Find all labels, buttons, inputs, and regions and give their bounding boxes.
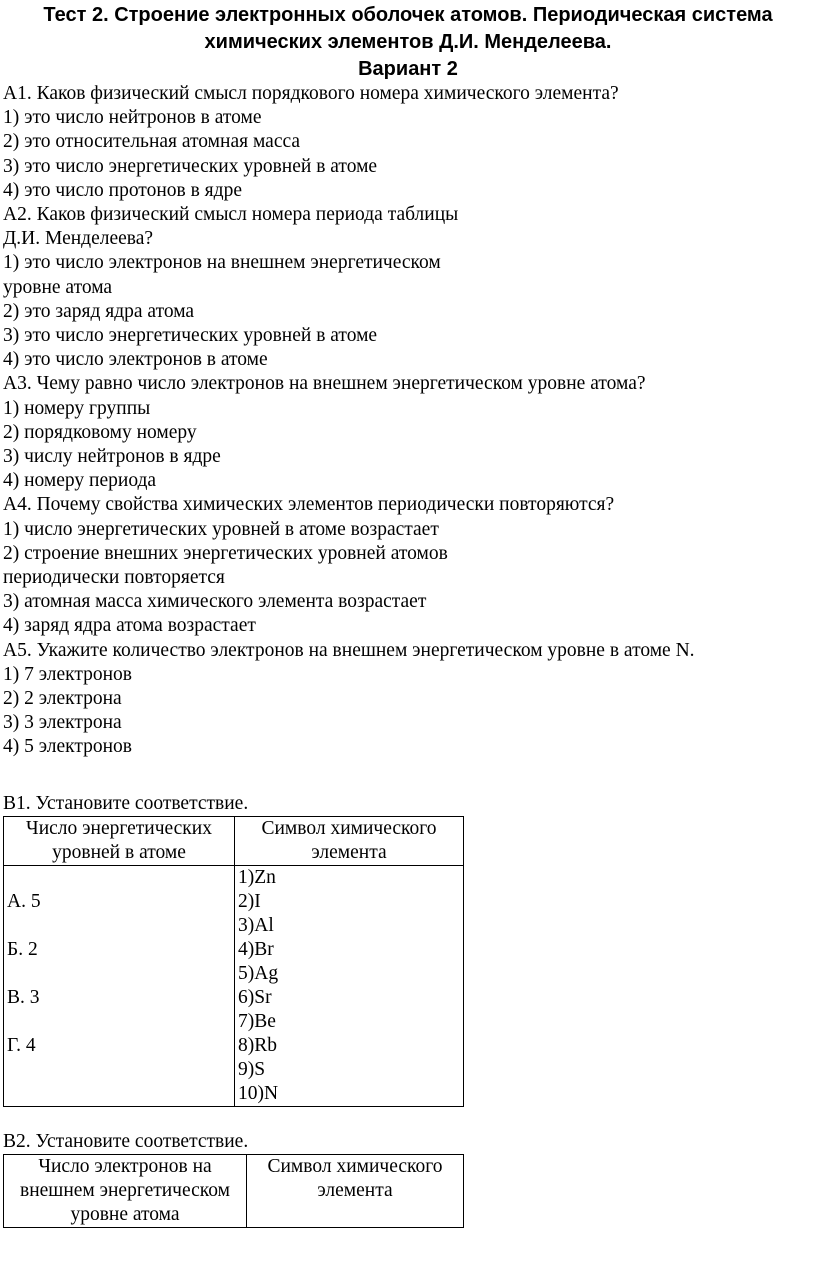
question-line: 2) это заряд ядра атома [3,300,195,322]
question-line: 2) строение внешних энергетических уровней атомов [3,542,448,564]
b1-left-cell [7,866,231,890]
b1-right-cell: 1)Zn [238,867,276,888]
question-line: 3) 3 электрона [3,712,122,734]
b1-left-cell [7,1058,231,1082]
test-title [0,0,816,81]
question-line: 1) это число нейтронов в атоме [3,107,262,129]
question-line: 4) номеру периода [3,470,157,492]
question-line: Д.И. Менделеева? [3,228,154,250]
b1-header-row [4,817,464,866]
b2-section [3,1130,464,1228]
question-line: 3) числу нейтронов в ядре [3,446,221,468]
b1-right-cell: 9)S [238,1059,266,1080]
question-line: периодически повторяется [3,567,225,589]
question-line: А4. Почему свойства химических элементов периодически повторяются? [3,494,615,516]
question-line: 2) порядковому номеру [3,421,197,443]
b1-left-cell: Г. 4 [7,1035,36,1056]
b2-header-row [4,1155,464,1228]
b2-table [3,1154,464,1228]
b1-left-cell: В. 3 [7,987,40,1008]
question-line: 3) это число энергетических уровней в атоме [3,325,378,347]
questions-block [0,82,816,760]
question-line: 3) это число энергетических уровней в атоме [3,155,378,177]
b1-left-cell [7,1010,231,1034]
b1-right-cell: 8)Rb [238,1035,277,1056]
b1-left-cell: Б. 2 [7,939,38,960]
b1-left-cell [7,1082,231,1106]
b1-label: В1. Установите соответствие. [3,793,249,814]
question-line: А1. Каков физический смысл порядкового номера химического элемента? [3,83,619,104]
question-line: 1) номеру группы [3,397,151,419]
b1-body-row [4,866,464,1107]
question-line: А5. Укажите количество электронов на внешнем энергетическом уровне в атоме N. [3,639,695,661]
question-line: 3) атомная масса химического элемента возрастает [3,591,427,613]
question-line: 4) 5 электронов [3,736,133,758]
question-line: А2. Каков физический смысл номера периода таблицы [3,204,459,226]
b1-left-cell [7,914,231,938]
question-line: 1) 7 электронов [3,663,133,685]
b1-section [3,792,464,1107]
b1-right-column [235,866,464,1107]
question-line: 4) это число протонов в ядре [3,179,242,201]
b1-right-cell: 5)Ag [238,963,279,984]
question-line: уровне атома [3,276,113,298]
title-line-1: Тест 2. Строение электронных оболочек атомов. Периодическая система [43,4,773,26]
question-line: 1) это число электронов на внешнем энергетическом [3,252,441,274]
b1-right-cell: 7)Be [238,1011,276,1032]
b1-right-cell: 4)Br [238,939,274,960]
b1-left-column [4,866,235,1107]
b1-left-cell: А. 5 [7,891,41,912]
b1-right-cell: 3)Al [238,915,274,936]
question-line: 4) заряд ядра атома возрастает [3,615,256,637]
variant-heading: Вариант 2 [358,58,458,80]
b1-left-cell [7,962,231,986]
b1-col1-header: Число энергетических уровней в атоме [4,817,235,866]
b2-col1-header: Число электронов на внешнем энергетическом уровне атома [4,1155,247,1228]
question-line: 2) это относительная атомная масса [3,131,301,153]
b1-right-cell: 10)N [238,1083,279,1104]
b1-right-cell: 2)I [238,891,261,912]
question-line: 2) 2 электрона [3,688,122,710]
b1-col2-header: Символ химического элемента [235,817,464,866]
question-line: 4) это число электронов в атоме [3,349,268,371]
title-line-2: химических элементов Д.И. Менделеева. [204,31,612,53]
b2-col2-header: Символ химического элемента [247,1155,464,1228]
question-line: А3. Чему равно число электронов на внешнем энергетическом уровне атома? [3,373,646,395]
b1-table [3,816,464,1107]
b2-label: В2. Установите соответствие. [3,1131,249,1152]
b1-right-cell: 6)Sr [238,987,272,1008]
question-line: 1) число энергетических уровней в атоме возрастает [3,518,439,540]
